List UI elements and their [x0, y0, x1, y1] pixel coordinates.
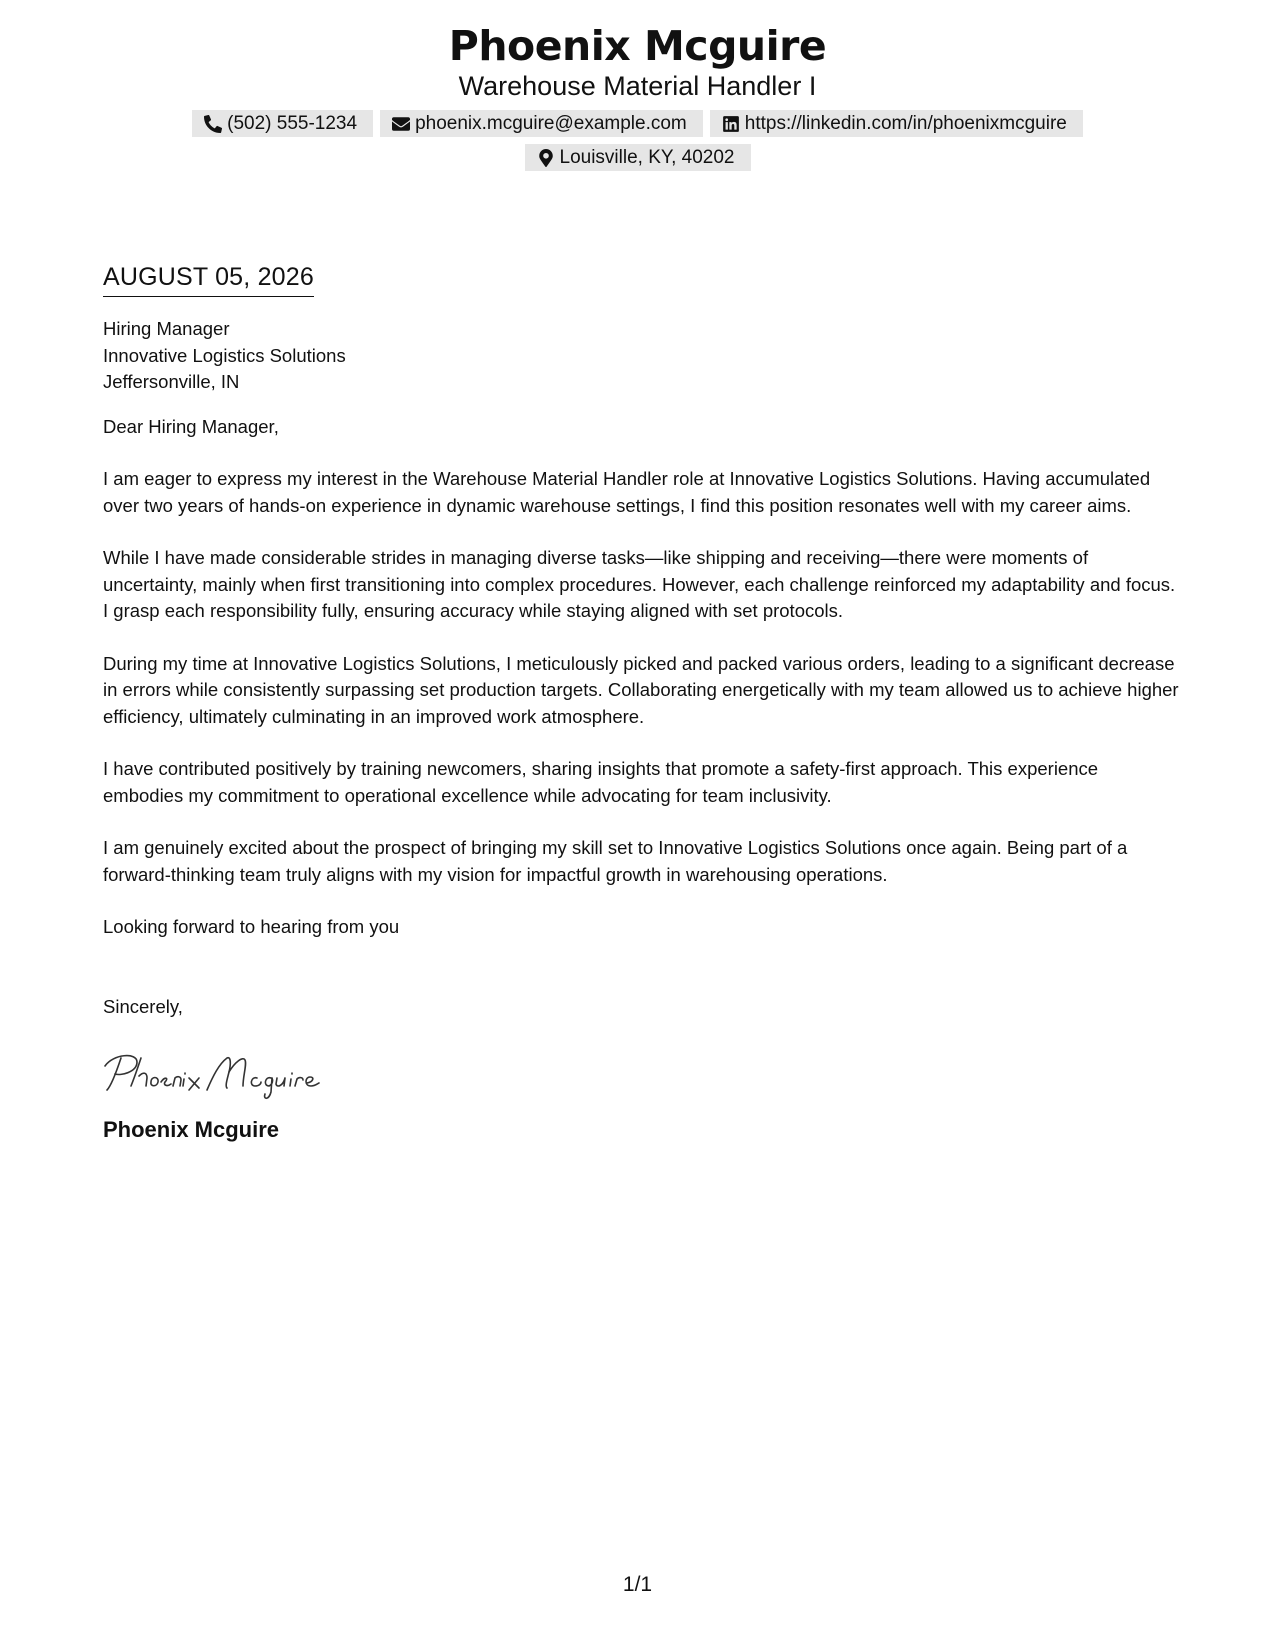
recipient-location: Jeffersonville, IN — [103, 371, 240, 392]
phone-text: (502) 555-1234 — [227, 113, 358, 134]
phone-chip — [192, 110, 373, 137]
closing-line: Looking forward to hearing from you — [103, 916, 400, 937]
letter-body — [103, 262, 1183, 1144]
recipient-name: Hiring Manager — [103, 318, 230, 339]
linkedin-chip — [710, 110, 1083, 137]
signer-name: Phoenix Mcguire — [103, 1117, 280, 1142]
location-chip — [525, 144, 751, 171]
paragraph-5: I am genuinely excited about the prospect of bringing my skill set to Innovative Logistics Solutions once again. Being part of a forward-thinking team truly aligns with my vision for impactful growth in warehousing operations. — [103, 837, 1128, 885]
map-marker-icon — [537, 149, 555, 167]
signoff: Sincerely, — [103, 995, 183, 1017]
salutation: Dear Hiring Manager, — [103, 415, 279, 437]
recipient-company: Innovative Logistics Solutions — [103, 344, 346, 366]
contact-row-primary — [0, 110, 1275, 137]
job-title: Warehouse Material Handler I — [458, 71, 817, 101]
linkedin-text: https://linkedin.com/in/phoenixmcguire — [744, 113, 1067, 134]
applicant-name: Phoenix Mcguire — [448, 22, 827, 70]
phone-icon — [204, 115, 222, 133]
paragraph-4: I have contributed positively by training newcomers, sharing insights that promote a safety-first approach. This experience embodies my commitment to operational excellence while advocating for team inclusivity. — [103, 758, 1099, 806]
email-chip — [380, 110, 703, 137]
paragraph-2: While I have made considerable strides in managing diverse tasks—like shipping and receiving—there were moments of uncertainty, mainly when first transitioning into complex procedures. However, each challenge reinforced my adaptability and focus. I grasp each responsibility fully, ensuring accuracy while staying aligned with set protocols. — [103, 547, 1176, 621]
letter-date: AUGUST 05, 2026 — [103, 262, 314, 297]
linkedin-icon — [722, 115, 740, 133]
signature-drawing — [103, 1046, 373, 1102]
paragraph-3: During my time at Innovative Logistics Solutions, I meticulously picked and packed various orders, leading to a significant decrease in errors while consistently surpassing set production targets. Collaborating energetically with my team allowed us to achieve higher efficiency, ultimately culminating in an improved work atmosphere. — [103, 652, 1179, 727]
letter-header — [0, 22, 1275, 171]
envelope-icon — [392, 115, 410, 133]
contact-row-secondary — [0, 144, 1275, 171]
page-number: 1/1 — [622, 1573, 653, 1596]
handwritten-signature — [103, 1046, 1183, 1102]
email-text: phoenix.mcguire@example.com — [415, 113, 687, 134]
recipient-block — [103, 316, 1183, 396]
location-text: Louisville, KY, 40202 — [559, 147, 735, 168]
paragraph-1: I am eager to express my interest in the Warehouse Material Handler role at Innovative Logistics Solutions. Having accumulated over two years of hands-on experience in dynamic warehouse settings, I find this position resonates well with my career aims. — [103, 468, 1151, 516]
